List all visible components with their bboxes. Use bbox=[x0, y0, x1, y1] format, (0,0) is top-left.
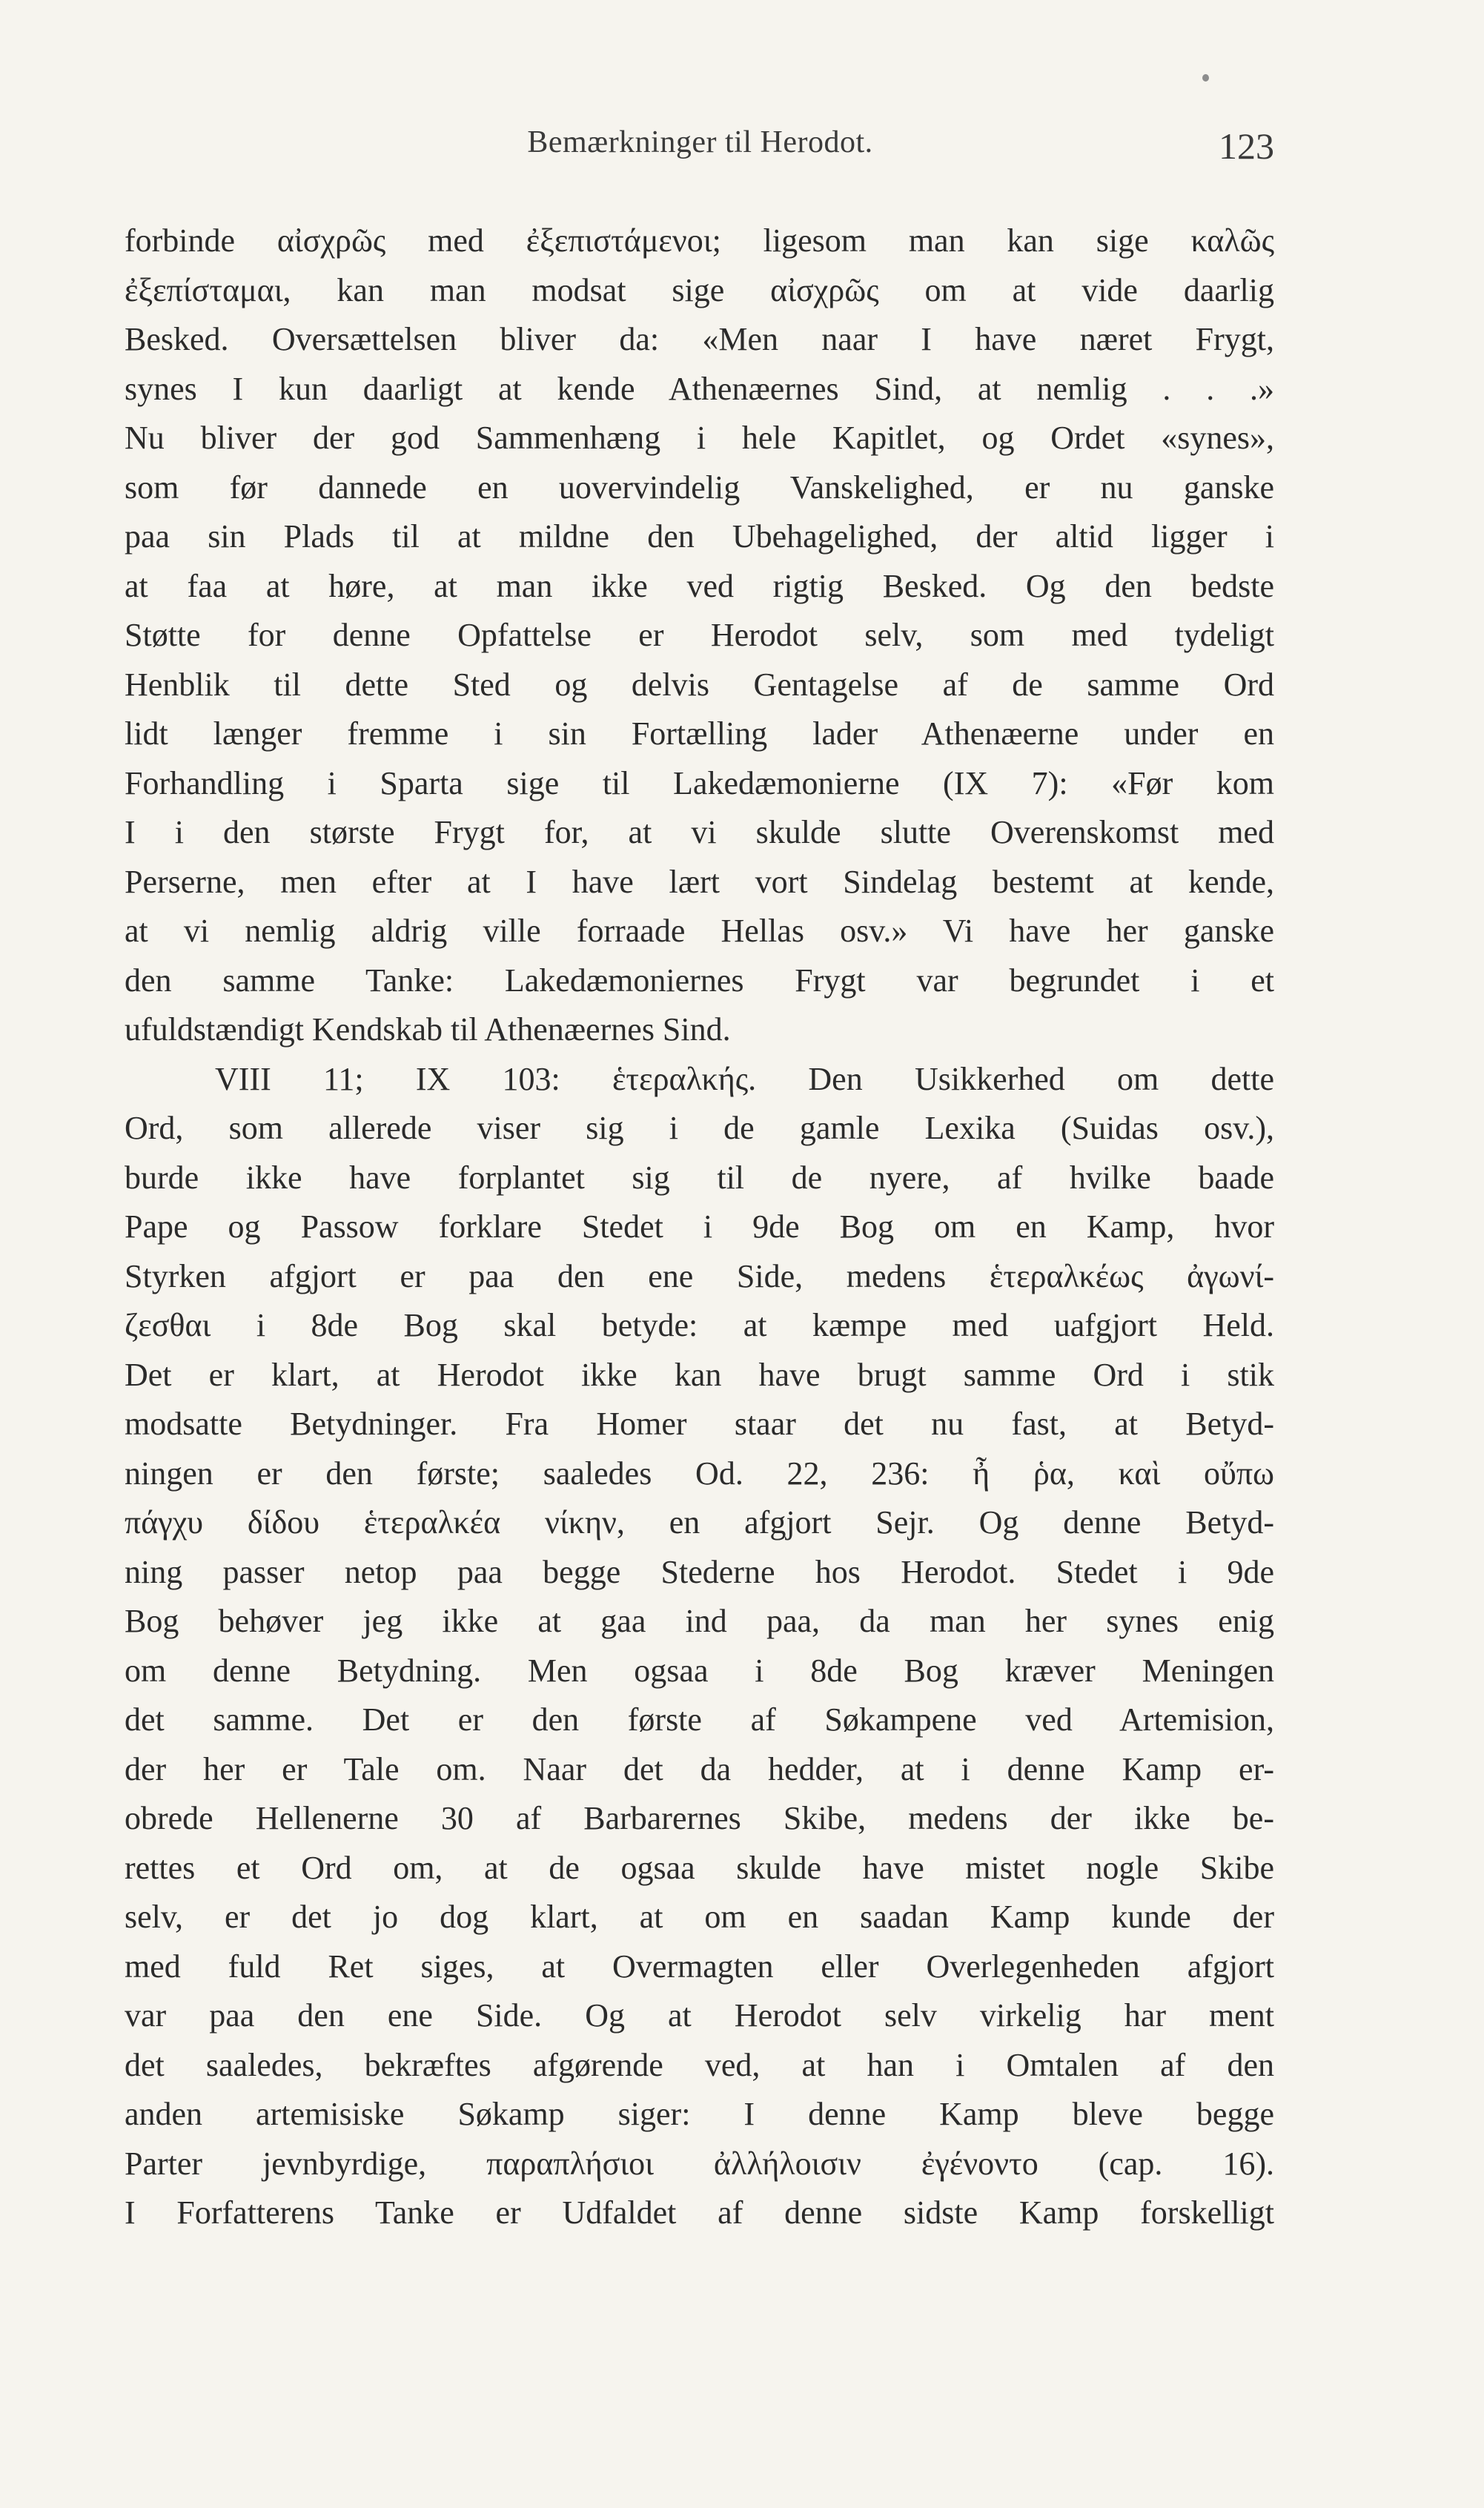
body-text bbox=[125, 216, 1274, 2238]
text-line: var paa den ene Side. Og at Herodot selv virkelig har ment bbox=[125, 1997, 1274, 2034]
text-line: det samme. Det er den første af Søkampene ved Artemision, bbox=[125, 1701, 1274, 1738]
text-line: VIII 11; IX 103: ἑτεραλκής. Den Usikkerhed om dette bbox=[215, 1060, 1274, 1097]
text-line: Bog behøver jeg ikke at gaa ind paa, da man her synes enig bbox=[125, 1603, 1274, 1639]
print-speck bbox=[1202, 74, 1209, 82]
text-line: Pape og Passow forklare Stedet i 9de Bog om en Kamp, hvor bbox=[125, 1208, 1274, 1245]
text-line: synes I kun daarligt at kende Athenæernes Sind, at nemlig . . .» bbox=[125, 370, 1274, 407]
text-line: Parter jevnbyrdige, παραπλήσιοι ἀλλήλοισιν ἐγένοντο (cap. 16). bbox=[125, 2145, 1274, 2182]
text-line: Ord, som allerede viser sig i de gamle Lexika (Suidas osv.), bbox=[125, 1110, 1274, 1146]
text-line: ning passer netop paa begge Stederne hos Herodot. Stedet i 9de bbox=[125, 1553, 1274, 1590]
text-line: selv, er det jo dog klart, at om en saadan Kamp kunde der bbox=[125, 1899, 1274, 1935]
text-line: det saaledes, bekræftes afgørende ved, at han i Omtalen af den bbox=[125, 2046, 1274, 2083]
text-line: ἐξεπίσταμαι, kan man modsat sige αἰσχρῶς om at vide daarlig bbox=[125, 271, 1274, 308]
text-line: I i den største Frygt for, at vi skulde slutte Overenskomst med bbox=[125, 814, 1274, 850]
text-line: Det er klart, at Herodot ikke kan have brugt samme Ord i stik bbox=[125, 1356, 1274, 1393]
text-line: Nu bliver der god Sammenhæng i hele Kapitlet, og Ordet «synes», bbox=[125, 420, 1274, 456]
text-line: πάγχυ δίδου ἑτεραλκέα νίκην, en afgjort Sejr. Og denne Betyd- bbox=[125, 1504, 1274, 1541]
text-line: I Forfatterens Tanke er Udfaldet af denne sidste Kamp forskelligt bbox=[125, 2194, 1274, 2231]
text-line: paa sin Plads til at mildne den Ubehagelighed, der altid ligger i bbox=[125, 518, 1274, 555]
text-line: Besked. Oversættelsen bliver da: «Men naar I have næret Frygt, bbox=[125, 321, 1274, 357]
text-line: om denne Betydning. Men ogsaa i 8de Bog kræver Meningen bbox=[125, 1652, 1274, 1689]
text-line: modsatte Betydninger. Fra Homer staar det nu fast, at Betyd- bbox=[125, 1406, 1274, 1442]
text-line: forbinde αἰσχρῶς med ἐξεπιστάμενοι; ligesom man kan sige καλῶς bbox=[125, 222, 1274, 259]
text-line: obrede Hellenerne 30 af Barbarernes Skibe, medens der ikke be- bbox=[125, 1800, 1274, 1836]
text-line: der her er Tale om. Naar det da hedder, at i denne Kamp er- bbox=[125, 1750, 1274, 1787]
text-line: med fuld Ret siges, at Overmagten eller Overlegenheden afgjort bbox=[125, 1948, 1274, 1985]
text-line: Styrken afgjort er paa den ene Side, medens ἑτεραλκέως ἀγωνί- bbox=[125, 1257, 1274, 1294]
text-line: Perserne, men efter at I have lært vort Sindelag bestemt at kende, bbox=[125, 863, 1274, 900]
text-line: rettes et Ord om, at de ogsaa skulde have mistet nogle Skibe bbox=[125, 1849, 1274, 1886]
text-line: som før dannede en uovervindelig Vanskelighed, er nu ganske bbox=[125, 469, 1274, 506]
text-line: Støtte for denne Opfattelse er Herodot selv, som med tydeligt bbox=[125, 617, 1274, 653]
text-line: at vi nemlig aldrig ville forraade Hellas osv.» Vi have her ganske bbox=[125, 913, 1274, 949]
text-line: Forhandling i Sparta sige til Lakedæmonierne (IX 7): «Før kom bbox=[125, 764, 1274, 801]
text-line: ufuldstændigt Kendskab til Athenæernes Sind. bbox=[125, 1011, 731, 1048]
running-title: Bemærkninger til Herodot. bbox=[527, 125, 873, 159]
text-line: lidt længer fremme i sin Fortælling lader Athenæerne under en bbox=[125, 715, 1274, 752]
text-line: ζεσθαι i 8de Bog skal betyde: at kæmpe med uafgjort Held. bbox=[125, 1307, 1274, 1343]
text-line: at faa at høre, at man ikke ved rigtig Besked. Og den bedste bbox=[125, 567, 1274, 604]
page-number: 123 bbox=[1219, 125, 1274, 167]
text-line: anden artemisiske Søkamp siger: I denne Kamp bleve begge bbox=[125, 2096, 1274, 2132]
text-line: burde ikke have forplantet sig til de nyere, af hvilke baade bbox=[125, 1159, 1274, 1196]
text-line: Henblik til dette Sted og delvis Gentagelse af de samme Ord bbox=[125, 666, 1274, 703]
text-line: den samme Tanke: Lakedæmoniernes Frygt var begrundet i et bbox=[125, 962, 1274, 999]
running-head bbox=[126, 125, 1274, 176]
text-line: ningen er den første; saaledes Od. 22, 236: ἦ ῥα, καὶ οὔπω bbox=[125, 1455, 1274, 1492]
